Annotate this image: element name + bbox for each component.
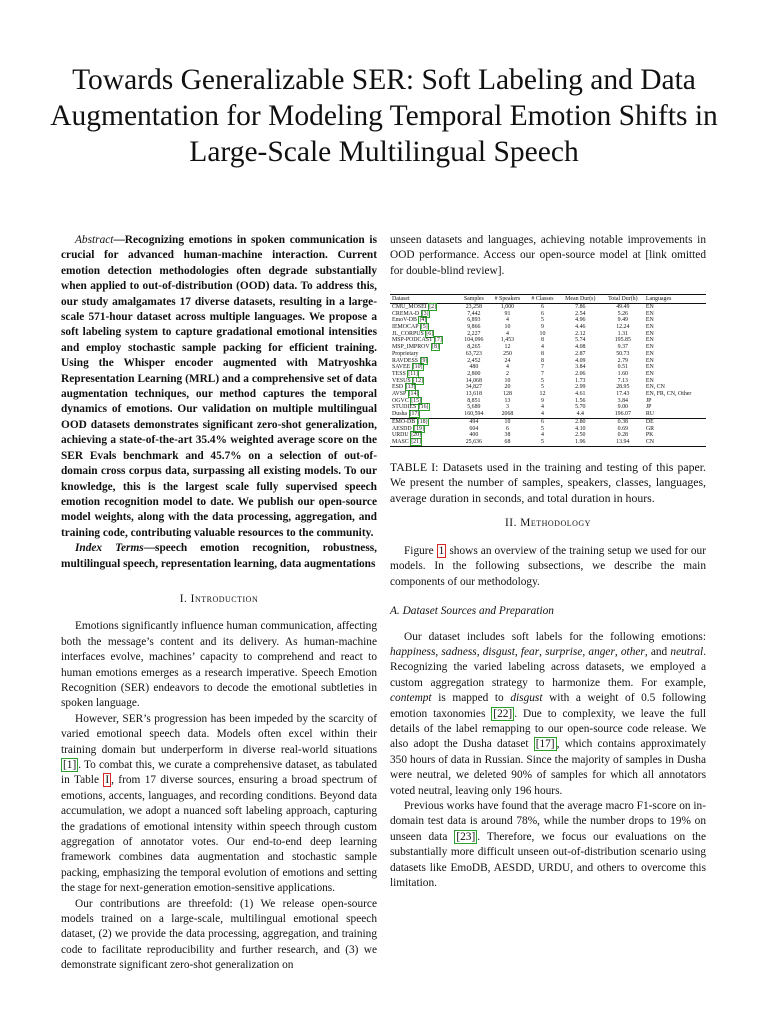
classes-cell: 9 — [540, 324, 544, 331]
table-header-row — [390, 295, 706, 304]
speakers-cell: 10 — [504, 324, 511, 331]
samples-cell: 14,068 — [465, 377, 482, 384]
table-header: Languages — [644, 295, 706, 304]
citation-link[interactable]: [21] — [411, 438, 422, 445]
mean-duration-cell: 4.46 — [575, 324, 586, 331]
samples-cell: 480 — [469, 364, 479, 371]
samples-cell: 23,258 — [465, 303, 482, 310]
conjunction: and — [650, 645, 668, 658]
classes-cell: 12 — [539, 391, 546, 398]
method-p2-part-a: Our dataset includes soft labels for the following emotions: — [404, 630, 706, 643]
mean-duration-cell: 2.54 — [575, 310, 586, 317]
languages-cell: EN — [645, 357, 654, 364]
table-row — [390, 324, 706, 331]
speakers-cell: 10 — [489, 418, 526, 425]
dataset-name: RAVDESS — [392, 357, 419, 364]
dataset-name: AVSP — [392, 391, 407, 398]
total-duration-cell: 5.26 — [617, 310, 628, 317]
table-row — [390, 398, 706, 405]
dataset-name: VESUS — [392, 377, 411, 384]
dataset-name: MSP_IMPROV — [392, 344, 430, 351]
speakers-cell: 13 — [504, 397, 511, 404]
method-p2-part-e: . Due to complexity, we leave the full details of the label remapping to our open-source code release. We also adopt the Dusha dataset — [390, 707, 707, 751]
samples-cell: 2,452 — [467, 357, 481, 364]
citation-link[interactable]: [8] — [432, 344, 439, 351]
dataset-name-cell — [390, 371, 459, 378]
speakers-cell: 2 — [506, 370, 509, 377]
languages-cell: PK — [645, 432, 654, 439]
total-duration-cell: 0.51 — [617, 364, 628, 371]
table-header: Samples — [459, 295, 489, 304]
intro-paragraph-1: Emotions significantly influence human communication, affecting both the message’s content and its delivery. As human-machine interfaces evolve, machines’ capacity to comprehend and react to human emotions emerges as a research imperative. Speech Emotion Recognition (SER) endeavors to decode the emotional subtleties in spoken language. — [61, 620, 377, 710]
intro-p2-part-a: However, SER’s progression has been impeded by the scarcity of varied emotional speech data. Models often excel within their training domain but underperform in diverse real-world situations — [61, 712, 377, 756]
citation-link[interactable]: [16] — [418, 404, 429, 411]
citation-link[interactable]: [23] — [456, 830, 476, 843]
total-duration-cell: 9.37 — [617, 344, 628, 351]
classes-cell: 5 — [540, 377, 544, 384]
dataset-name: JL_CORPUS — [392, 330, 424, 337]
table-header: # Classes — [526, 295, 559, 304]
right-column — [390, 233, 706, 891]
emotion-term: contempt — [390, 692, 432, 705]
methodology-paragraph-3 — [390, 799, 706, 891]
total-duration-cell: 0.38 — [602, 418, 644, 425]
table-row — [390, 344, 706, 351]
speakers-cell: 6 — [506, 425, 509, 432]
total-duration-cell: 12.24 — [616, 324, 630, 331]
method-p1-part-b: shows an overview of the training setup we used for our models. In the following subsections, we describe the main components of our methodology. — [390, 544, 706, 588]
emotion-term: neutral — [670, 645, 704, 658]
total-duration-cell: 196.07 — [614, 411, 631, 418]
method-p2-part-d: with a weight of 0.5 following emotion taxonomies — [390, 692, 706, 720]
dataset-name: ESD — [392, 384, 404, 391]
intro-continuation: unseen datasets and languages, achieving notable improvements in OOD performance. Access our open-source model at [link omitted for double-blind review]. — [390, 234, 706, 277]
samples-cell: 34,827 — [465, 384, 482, 391]
table-row — [390, 391, 706, 398]
section-heading-introduction: I. Introduction — [179, 592, 259, 605]
table-header: Dataset — [390, 295, 459, 304]
samples-cell: 8,851 — [467, 397, 481, 404]
languages-cell: EN — [645, 324, 654, 331]
dataset-name: STUDIES — [392, 404, 417, 411]
classes-cell: 8 — [540, 350, 544, 357]
table-row — [390, 426, 706, 433]
total-duration-cell: 9.49 — [617, 317, 628, 324]
mean-duration-cell: 4.08 — [575, 344, 586, 351]
paper-title: Towards Generalizable SER: Soft Labeling and Data Augmentation for Modeling Temporal Emotion Shifts in Large-Scale Multilingual Speech — [50, 64, 718, 168]
table-row — [390, 364, 706, 371]
dataset-name: TESS — [392, 370, 406, 377]
languages-cell: EN, FR, CN, Other — [645, 391, 692, 398]
table-row — [390, 378, 706, 385]
table-row — [390, 418, 706, 425]
languages-cell: GR — [645, 425, 655, 432]
classes-cell: 5 — [540, 317, 544, 324]
intro-paragraph-2 — [61, 712, 377, 897]
citation-link[interactable]: [6] — [426, 330, 434, 337]
section-heading-methodology: II. Methodology — [505, 517, 591, 530]
method-p1-part-a: Figure — [404, 544, 437, 557]
method-p2-part-b: . Recognizing the varied labeling across datasets, we employed a custom aggregation strategy to harmonize them. For example, — [390, 645, 707, 689]
speakers-cell: 250 — [503, 350, 512, 357]
languages-cell: JP — [645, 397, 652, 404]
mean-duration-cell: 2.80 — [559, 418, 602, 425]
index-terms-label: Index Terms — [75, 542, 144, 555]
mean-duration-cell: 5.70 — [575, 404, 586, 411]
citation-link[interactable]: [9] — [420, 357, 428, 364]
mean-duration-cell: 4.4 — [576, 411, 584, 418]
index-terms — [61, 541, 377, 572]
citation-link[interactable]: [4] — [419, 317, 427, 324]
total-duration-cell: 7.13 — [617, 377, 628, 384]
samples-cell: 9,866 — [467, 324, 481, 331]
mean-duration-cell: 4.61 — [575, 391, 586, 398]
dataset-name-cell — [390, 364, 459, 371]
classes-cell: 6 — [540, 303, 544, 310]
dataset-name: EmoV-DB — [392, 317, 417, 324]
samples-cell: 5,689 — [467, 404, 481, 411]
table-row — [390, 351, 706, 358]
mean-duration-cell: 4.09 — [575, 357, 586, 364]
total-duration-cell: 13.94 — [602, 439, 644, 446]
emotion-term: surprise — [545, 645, 583, 658]
languages-cell: EN — [645, 364, 654, 371]
mean-duration-cell: 2.87 — [575, 350, 586, 357]
citation-link[interactable]: [12] — [413, 377, 423, 384]
intro-p2-part-c: , from 17 diverse sources, ensuring a broad spectrum of emotions, accents, languages, and recording conditions. Beyond data accumulation, we adopt a nuanced soft labeling approach, capturing the gradations of emotional intensity within speech through custom aggregation of annotator votes. Our end-to-end deep learning framework combines data augmentation and stochastic sample packing, emphasizing the temporal evolution of emotions and setting the stage for next-generation emotion-sensitive applications. — [61, 774, 378, 895]
methodology-paragraph-1 — [390, 544, 706, 590]
citation-link[interactable]: [22] — [493, 707, 513, 720]
languages-cell: EN — [645, 317, 654, 324]
intro-paragraph-3: Our contributions are threefold: (1) We release open-source models trained on a large-scale, multilingual emotional speech dataset, (2) we provide the data processing, aggregation, and training code to facilitate reproducibility and further research, and (3) we demonstrate significant zero-shot generalization on — [61, 897, 377, 972]
abstract — [61, 233, 377, 541]
citation-link[interactable]: [18] — [417, 418, 428, 425]
mean-duration-cell: 7.86 — [575, 303, 586, 310]
citation-link[interactable]: [17] — [535, 738, 555, 751]
classes-cell: 4 — [540, 432, 544, 439]
table-caption: TABLE I: Datasets used in the training and testing of this paper. We present the number of samples, speakers, classes, languages, average duration in seconds, and total duration in hours. — [390, 459, 706, 505]
mean-duration-cell: 1.96 — [559, 439, 602, 446]
classes-cell: 8 — [540, 337, 544, 344]
samples-cell: 2,227 — [467, 330, 481, 337]
table-row — [390, 317, 706, 324]
total-duration-cell: 50.73 — [616, 350, 630, 357]
languages-cell: EN — [645, 344, 654, 351]
intro-p2-part-b: . To combat this, we curate a comprehensive dataset, as tabulated in Table — [61, 759, 377, 787]
classes-cell: 9 — [540, 397, 544, 404]
mean-duration-cell: 2.99 — [575, 384, 586, 391]
citation-link[interactable]: [20] — [411, 432, 422, 439]
samples-cell: 6,893 — [467, 317, 481, 324]
table-row — [390, 311, 706, 318]
table-row — [390, 384, 706, 391]
languages-cell: EN — [645, 337, 654, 344]
emotion-term: other — [620, 645, 645, 658]
classes-cell: 5 — [540, 425, 544, 432]
citation-link[interactable]: [2] — [429, 303, 437, 310]
speakers-cell: 1,453 — [500, 337, 515, 344]
total-duration-cell: 2.79 — [617, 357, 628, 364]
dataset-name-cell — [390, 391, 459, 398]
samples-cell: 25,636 — [459, 439, 489, 446]
index-terms-text: —speech emotion recognition, robustness, multilingual speech, representation learning, data augmentations — [61, 542, 378, 570]
table-reference-link[interactable]: I — [105, 774, 110, 787]
speakers-cell: 12 — [504, 344, 511, 351]
speakers-cell: 1,000 — [500, 303, 515, 310]
speakers-cell: 10 — [504, 377, 511, 384]
citation-link[interactable]: [19] — [414, 425, 424, 432]
dataset-name: Proprietary — [392, 350, 419, 357]
total-duration-cell: 49.49 — [616, 303, 630, 310]
samples-cell: 7,442 — [467, 310, 481, 317]
subsection-heading: A. Dataset Sources and Preparation — [390, 605, 554, 618]
speakers-cell: 20 — [504, 384, 511, 391]
table-header: Total Dur(h) — [602, 295, 644, 304]
mean-duration-cell: 4.10 — [575, 425, 586, 432]
classes-cell: 8 — [540, 357, 544, 364]
datasets-table — [390, 294, 706, 446]
emotion-term: disgust — [482, 645, 515, 658]
dataset-name: IEMOCAP — [392, 324, 419, 331]
method-p2-part-f: , which contains approximately 350 hours of data in Russian. Since the majority of samples in Dusha were neutral, we deleted 90% of samples for which all annotators voted neutral, leaving only 196 hours. — [390, 738, 706, 797]
mean-duration-cell: 5.74 — [575, 337, 586, 344]
citation-link[interactable]: [17] — [409, 411, 420, 418]
speakers-cell: 4 — [506, 317, 509, 324]
classes-cell: 10 — [539, 330, 546, 337]
emotion-term: sadness — [441, 645, 477, 658]
samples-cell: 494 — [459, 418, 489, 425]
total-duration-cell: 0.28 — [617, 432, 628, 439]
dataset-name: CREMA-D — [392, 310, 420, 317]
citation-link[interactable]: [11] — [408, 370, 418, 377]
languages-cell: EN — [645, 350, 654, 357]
mean-duration-cell: 1.56 — [575, 397, 586, 404]
total-duration-cell: 1.60 — [617, 370, 628, 377]
mean-duration-cell: 2.06 — [575, 370, 586, 377]
total-duration-cell: 17.43 — [616, 391, 630, 398]
languages-cell: CN — [644, 439, 706, 446]
total-duration-cell: 3.84 — [617, 397, 628, 404]
dataset-name-cell — [390, 439, 459, 446]
table-body — [390, 303, 706, 446]
left-column — [61, 233, 377, 974]
samples-cell: 400 — [469, 432, 479, 439]
samples-cell: 104,096 — [464, 337, 484, 344]
dataset-name-cell — [390, 344, 459, 351]
table-row — [390, 358, 706, 365]
total-duration-cell: 195.85 — [614, 337, 631, 344]
table-row — [390, 404, 706, 411]
figure-reference-link[interactable]: 1 — [438, 544, 445, 557]
speakers-cell: 68 — [489, 439, 526, 446]
method-p3-part-b: . Therefore, we focus our evaluations on the substantially more difficult unseen out-of-distribution scenario using datasets like EmoDB, AESDD, URDU, and others to overcome this limitation. — [390, 830, 706, 889]
table-row — [390, 371, 706, 378]
samples-cell: 63,723 — [465, 350, 482, 357]
speakers-cell: 4 — [506, 330, 509, 337]
samples-cell: 160,594 — [464, 411, 484, 418]
table-row — [390, 439, 706, 446]
citation-link[interactable]: [3] — [421, 310, 429, 317]
classes-cell: 6 — [540, 310, 544, 317]
languages-cell: EN — [645, 303, 654, 310]
classes-cell: 4 — [540, 344, 544, 351]
samples-cell: 8,265 — [467, 344, 481, 351]
speakers-cell: 2068 — [501, 411, 514, 418]
table-row — [390, 432, 706, 439]
citation-link[interactable]: [1] — [63, 759, 77, 771]
emotion-term: disgust — [510, 692, 543, 705]
table-row — [390, 303, 706, 310]
speakers-cell: 24 — [504, 357, 511, 364]
dataset-name: URDU — [392, 432, 409, 439]
speakers-cell: 91 — [504, 310, 511, 317]
dataset-name: OGVC — [392, 397, 409, 404]
languages-cell: RU — [645, 411, 655, 418]
mean-duration-cell: 3.84 — [575, 364, 586, 371]
classes-cell: 7 — [540, 364, 544, 371]
samples-cell: 13,618 — [465, 391, 482, 398]
citation-link[interactable]: [13] — [405, 384, 416, 391]
dataset-name: MASC — [392, 438, 409, 445]
classes-cell: 4 — [540, 411, 544, 418]
dataset-name: EMO-DB — [392, 418, 416, 425]
languages-cell: EN — [645, 310, 654, 317]
mean-duration-cell: 4.96 — [575, 317, 586, 324]
abstract-text: —Recognizing emotions in spoken communication is crucial for advanced human-machine interaction. Current emotion detection methodologies often degrade substantially when applied to out-of-distribution (OOD) data. To address this, our study amalgamates 17 diverse datasets, resulting in a large-scale 571-hour dataset across multiple languages. We propose a soft labeling system to capture gradational emotional intensities and employ stochastic sample packing for efficient training. Using the Whisper encoder augmented with Matryoshka Representation Learning (MRL) and a comprehensive set of data augmentation techniques, our method captures the temporal dynamics of emotions. Our validation on multiple multilingual OOD datasets demonstrates significant zero-shot generalization, achieving a state-of-the-art 35.4% weighted average score on the SER Evals benchmark and 45.7% on a selection of out-of-domain cross corpus data, surpassing all existing models. To our knowledge, this is the largest scale fully supervised speech emotion recognition model to date. We publish our open-source model weights, along with the data processing, aggregation, and training code, contributing valuable resources to the community. — [61, 234, 377, 539]
mean-duration-cell: 1.73 — [575, 377, 586, 384]
languages-cell: EN — [645, 370, 654, 377]
table-header: Mean Dur(s) — [559, 295, 602, 304]
dataset-name: MSP-PODCAST — [392, 337, 433, 344]
emotion-term: anger — [588, 645, 615, 658]
speakers-cell: 4 — [506, 364, 509, 371]
method-p3-part-a: Previous works have found that the average macro F1-score on in-domain test data is around 78%, while the number drops to 19% on unseen data — [390, 799, 706, 843]
total-duration-cell: 1.31 — [617, 330, 628, 337]
classes-cell: 6 — [526, 418, 559, 425]
classes-cell: 5 — [540, 384, 544, 391]
emotion-term: happiness — [390, 645, 436, 658]
table-header: # Speakers — [489, 295, 526, 304]
classes-cell: 4 — [540, 404, 544, 411]
citation-link[interactable]: [5] — [420, 324, 428, 331]
speakers-cell: 38 — [504, 432, 511, 439]
samples-cell: 2,800 — [467, 370, 481, 377]
speakers-cell: 128 — [503, 391, 512, 398]
dataset-name: Dusha — [392, 411, 408, 418]
samples-cell: 604 — [469, 425, 479, 432]
dataset-name: CMU_MOSEI — [392, 303, 427, 310]
citation-link[interactable]: [15] — [411, 397, 422, 404]
languages-cell: EN — [645, 330, 654, 337]
languages-cell: JP — [645, 404, 652, 411]
dataset-name: AESDD — [392, 425, 412, 432]
table-row — [390, 411, 706, 418]
dataset-name: SAVEE — [392, 364, 411, 371]
abstract-label: Abstract — [75, 234, 114, 246]
mean-duration-cell: 2.12 — [575, 330, 586, 337]
languages-cell: EN — [645, 377, 654, 384]
languages-cell: DE — [644, 418, 706, 425]
citation-link[interactable]: [14] — [408, 391, 419, 398]
speakers-cell: 3 — [506, 404, 509, 411]
citation-link[interactable]: [10] — [412, 364, 423, 371]
emotion-term: fear — [520, 645, 540, 658]
method-p2-part-c: is mapped to — [431, 692, 511, 705]
total-duration-cell: 28.95 — [616, 384, 630, 391]
citation-link[interactable]: [7] — [434, 337, 442, 344]
dataset-name-cell — [390, 432, 459, 439]
mean-duration-cell: 2.50 — [575, 432, 586, 439]
classes-cell: 5 — [526, 439, 559, 446]
methodology-paragraph-2: Our dataset includes soft labels for the following emotions: happiness, sadness, disgust, fear, surprise, anger, other, and neutral. Recognizing the varied labeling across datasets, we employed a custom aggregation strategy to harmonize them. For example, contempt is mapped to disgust with a weight of 0.5 following emotion taxonomies [22] . Due to complexity, we leave the full details of the label remapping to our open-source code release. We also adopt the Dusha dataset [17] , which contains approximately 350 hours of data in Russian. Since the majority of samples in Dusha were neutral, we deleted 90% of samples for which all annotators voted neutral, leaving only 196 hours. — [390, 630, 707, 797]
languages-cell: EN, CN — [645, 384, 665, 391]
classes-cell: 7 — [540, 370, 544, 377]
total-duration-cell: 0.69 — [617, 425, 628, 432]
total-duration-cell: 9.00 — [617, 404, 628, 411]
